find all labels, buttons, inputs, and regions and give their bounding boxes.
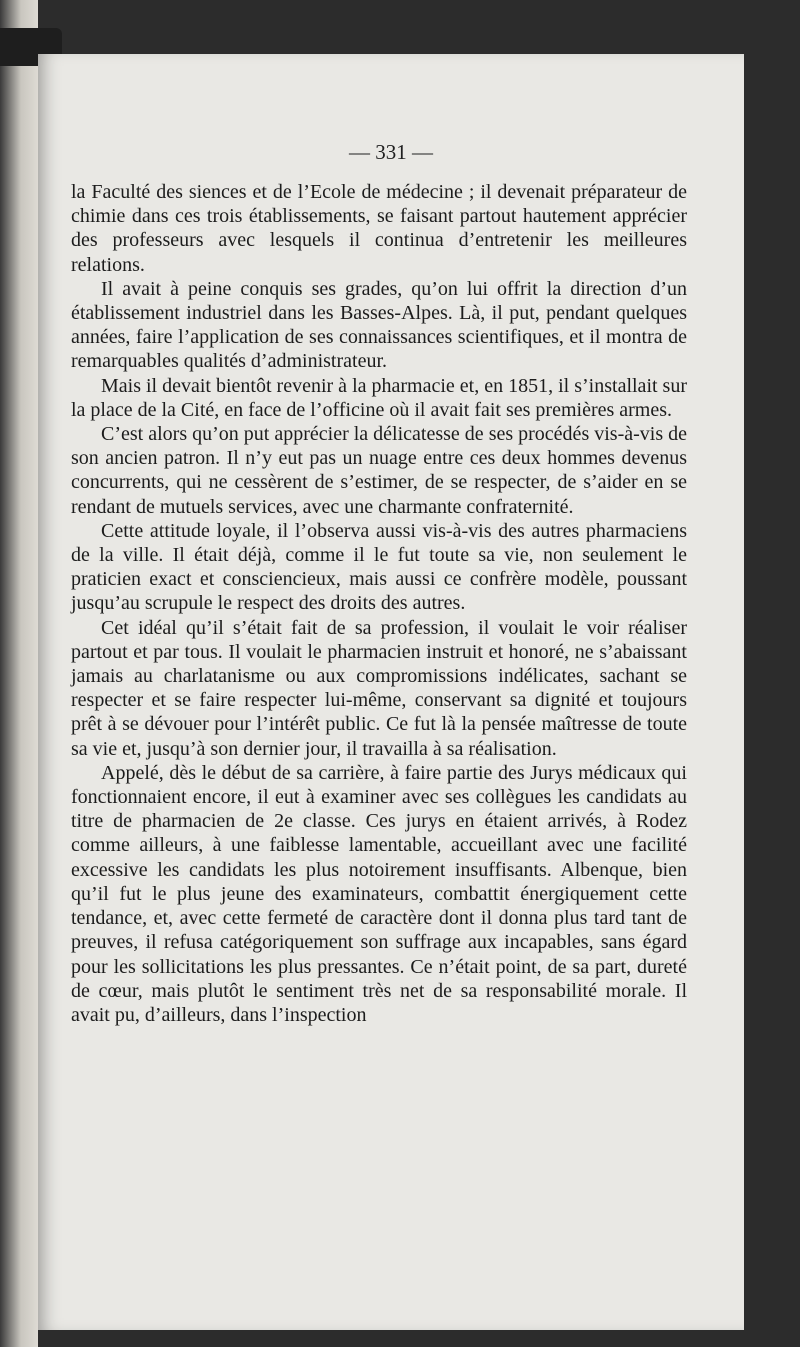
book-edge <box>0 0 38 1347</box>
paragraph-1: la Faculté des siences et de l’Ecole de médecine ; il devenait préparateur de chimie dans ces trois établissements, se faisant partout hautement apprécier des professeurs avec lesquels il continua d’entretenir les meilleures relations. <box>71 181 687 276</box>
paragraph-5: Cette attitude loyale, il l’observa aussi vis-à-vis des autres pharmaciens de la ville. Il était déjà, comme il le fut toute sa vie, non seulement le praticien exact et consciencieux, mais aussi ce confrère modèle, poussant jusqu’au scrupule le respect des droits des autres. <box>71 519 687 615</box>
book-page <box>38 54 744 1330</box>
paragraph-6: Cet idéal qu’il s’était fait de sa profession, il voulait le voir réaliser partout et par tous. Il voulait le pharmacien instruit et honoré, ne s’abaissant jamais au charlatanisme ou aux compromissions indélicates, sachant se respecter et se faire respecter lui-même, conservant sa dignité et toujours prêt à se dévouer pour l’intérêt public. Ce fut là la pensée maîtresse de toute sa vie et, jusqu’à son dernier jour, il travailla à sa réalisation. <box>71 616 687 760</box>
paragraph-7: Appelé, dès le début de sa carrière, à faire partie des Jurys médicaux qui fonctionnaient encore, il eut à examiner avec ses collègues les candidats au titre de pharmacien de 2e classe. Ces jurys en étaient arrivés, à Rodez comme ailleurs, à une faiblesse lamentable, accueillant avec une facilité excessive les candidats les plus notoirement insuffisants. Albenque, bien qu’il fut le plus jeune des examinateurs, combattit énergiquement cette tendance, et, avec cette fermeté de caractère dont il donna plus tard tant de preuves, il refusa catégoriquement son suffrage aux incapables, sans égard pour les sollicitations les plus pressantes. Ce n’était point, de sa part, dureté de cœur, mais plutôt le sentiment très net de sa responsabilité morale. Il avait pu, d’ailleurs, dans l’inspection <box>71 761 687 1026</box>
page-number: — 331 — <box>349 140 433 164</box>
paragraph-3: Mais il devait bientôt revenir à la pharmacie et, en 1851, il s’installait sur la place de la Cité, en face de l’officine où il avait fait ses premières armes. <box>71 374 687 421</box>
paragraph-2: Il avait à peine conquis ses grades, qu’on lui offrit la direction d’un établissement industriel dans les Basses-Alpes. Là, il put, pendant quelques années, faire l’application de ses connaissances scientifiques, et il montra de remarquables qualités d’administrateur. <box>71 277 687 373</box>
page-body <box>71 180 687 1027</box>
paragraph-4: C’est alors qu’on put apprécier la délicatesse de ses procédés vis-à-vis de son ancien patron. Il n’y eut pas un nuage entre ces deux hommes devenus concurrents, qui ne cessèrent de s’estimer, de se respecter, de s’aider en se rendant de mutuels services, avec une charmante confraternité. <box>71 423 687 518</box>
